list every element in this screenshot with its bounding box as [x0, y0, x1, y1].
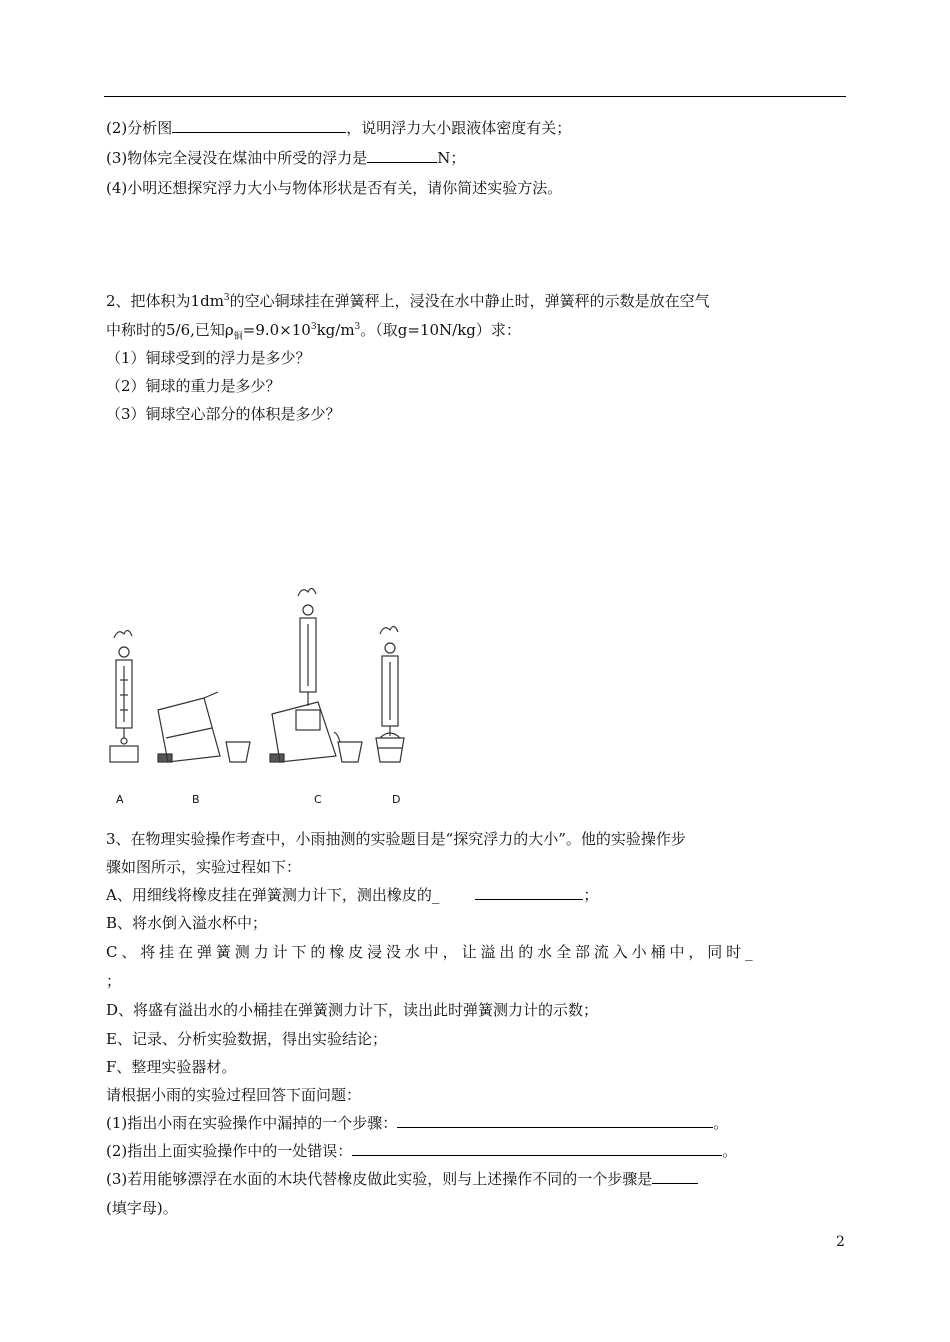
- scale-c: [270, 588, 362, 762]
- q1-line-2-text: (2)分析图: [106, 119, 173, 137]
- q3-step-f: F、整理实验器材。: [106, 1058, 237, 1076]
- q3-step-e: E、记录、分析实验数据，得出实验结论；: [106, 1030, 387, 1048]
- page-number: 2: [836, 1234, 845, 1250]
- answer-blank: [352, 1141, 722, 1156]
- q2-line-2-value: =9.0×10: [242, 321, 311, 339]
- q3-step-d: D、将盛有溢出水的小桶挂在弹簧测力计下，读出此时弹簧测力计的示数；: [106, 1001, 599, 1019]
- subscript: 铜: [233, 332, 243, 342]
- answer-blank: [652, 1169, 698, 1184]
- figure-label-b: B: [192, 793, 200, 806]
- q2-subquestion-2: （2）铜球的重力是多少？: [106, 377, 281, 395]
- overflow-beaker-b: [158, 692, 250, 762]
- q3-step-c-line-1: C、将挂在弹簧测力计下的橡皮浸没水中，让溢出的水全部流入小桶中，同时_: [106, 943, 757, 961]
- q3-answer-3-text: (3)若用能够漂浮在水面的木块代替橡皮做此实验，则与上述操作不同的一个步骤是: [106, 1170, 653, 1188]
- answer-blank: [397, 1113, 713, 1128]
- figure-label-d: D: [392, 793, 401, 806]
- q2-line-2-text-end: 。（取g=10N/kg）求：: [360, 321, 521, 339]
- q2-line-2-text: 中称时的5/6,已知ρ: [106, 321, 234, 339]
- q3-answer-3: [106, 1169, 698, 1189]
- answer-blank: [172, 118, 346, 133]
- answer-blank: [367, 148, 437, 163]
- q3-answer-2-text: (2)指出上面实验操作中的一处错误：: [106, 1142, 353, 1160]
- q2-subquestion-3: （3）铜球空心部分的体积是多少？: [106, 405, 341, 423]
- q2-line-1-text-end: 的空心铜球挂在弹簧秤上，浸没在水中静止时，弹簧秤的示数是放在空气: [229, 292, 710, 310]
- superscript: 3: [354, 322, 361, 332]
- header-rule: [104, 96, 846, 97]
- q3-answer-2-end: 。: [722, 1142, 738, 1160]
- q3-step-a: [106, 885, 598, 905]
- q3-answer-1: [106, 1113, 728, 1133]
- q1-line-4: (4)小明还想探究浮力大小与物体形状是否有关，请你简述实验方法。: [106, 179, 563, 197]
- q2-subquestion-1: （1）铜球受到的浮力是多少？: [106, 349, 311, 367]
- q3-answer-1-text: (1)指出小雨在实验操作中漏掉的一个步骤：: [106, 1114, 398, 1132]
- q3-intro-line-1: 3、在物理实验操作考查中，小雨抽测的实验题目是“探究浮力的大小”。他的实验操作步: [106, 830, 686, 848]
- q1-line-2-text-end: ，说明浮力大小跟液体密度有关；: [346, 119, 572, 137]
- q1-line-2: [106, 118, 571, 138]
- q1-line-3-unit: N；: [437, 149, 466, 167]
- q3-answer-1-end: 。: [713, 1114, 729, 1132]
- experiment-figure: [96, 560, 426, 816]
- q2-line-1: [106, 291, 710, 311]
- figure-label-a: A: [116, 793, 124, 806]
- q3-answer-3-end: (填字母)。: [106, 1199, 178, 1217]
- q2-line-2: [106, 320, 521, 340]
- q1-line-3: [106, 148, 465, 168]
- q3-step-c-line-2: ；: [106, 972, 122, 990]
- q1-line-3-text: (3)物体完全浸没在煤油中所受的浮力是: [106, 149, 368, 167]
- q2-line-1-text: 2、把体积为1dm: [106, 292, 224, 310]
- q2-line-2-unit: kg/m: [316, 321, 355, 339]
- q3-step-a-text: A、用细线将橡皮挂在弹簧测力计下，测出橡皮的_: [106, 886, 440, 904]
- q3-step-a-end: ；: [583, 886, 599, 904]
- q3-intro-line-2: 骤如图所示，实验过程如下：: [106, 858, 302, 876]
- figure-label-c: C: [314, 793, 322, 806]
- q3-answer-2: [106, 1141, 737, 1161]
- scale-a: [110, 630, 138, 762]
- scale-d: [376, 626, 404, 762]
- q3-prompt: 请根据小雨的实验过程回答下面问题：: [106, 1086, 362, 1104]
- superscript: 3: [223, 293, 230, 303]
- superscript: 3: [310, 322, 317, 332]
- answer-blank: [475, 885, 583, 900]
- q3-step-b: B、将水倒入溢水杯中；: [106, 914, 268, 932]
- experiment-illustration: [96, 560, 426, 816]
